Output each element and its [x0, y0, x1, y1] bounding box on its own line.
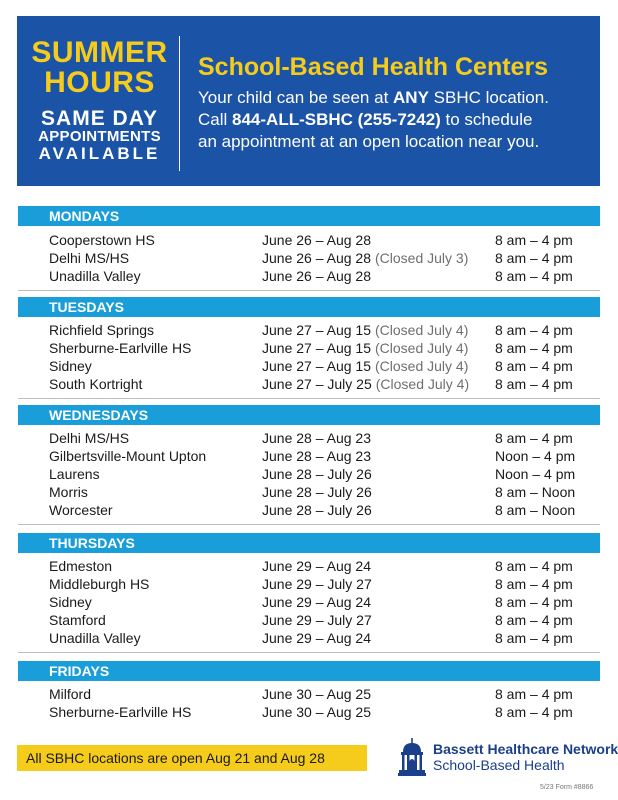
- schedule-row: [0, 685, 618, 703]
- location-name: Unadilla Valley: [49, 630, 141, 646]
- closure-note: (Closed July 4): [375, 358, 469, 374]
- location-name: Sidney: [49, 594, 92, 610]
- location-name: Cooperstown HS: [49, 232, 155, 248]
- dates-text: June 27 – Aug 15: [262, 340, 371, 356]
- location-name: Delhi MS/HS: [49, 250, 130, 266]
- form-number: 5/23 Form #8866: [540, 784, 594, 791]
- dates-text: June 26 – Aug 28: [262, 250, 371, 266]
- date-range: [262, 231, 371, 249]
- dates-text: June 28 – July 26: [262, 502, 372, 518]
- dates-text: June 30 – Aug 25: [262, 686, 371, 702]
- date-range: [262, 575, 372, 593]
- building-dome-icon: [398, 738, 426, 776]
- location-name: Sidney: [49, 358, 92, 374]
- section-divider: [18, 290, 600, 291]
- hours: 8 am – 4 pm: [495, 322, 573, 338]
- open-dates-notice: All SBHC locations are open Aug 21 and Aug 28: [17, 745, 367, 771]
- dates-text: June 28 – July 26: [262, 466, 372, 482]
- location-name: Milford: [49, 686, 92, 702]
- schedule-row: [0, 321, 618, 339]
- schedule-row: [0, 465, 618, 483]
- summer-hours-title: [17, 38, 182, 98]
- description-line-2: [198, 109, 549, 131]
- line1-emphasis: ANY: [393, 88, 429, 107]
- dates-text: June 30 – Aug 25: [262, 704, 371, 720]
- location-name: Richfield Springs: [49, 322, 155, 338]
- schedule-row: [0, 447, 618, 465]
- org-name: Bassett Healthcare Network: [433, 741, 618, 757]
- location-name: Sherburne-Earlville HS: [49, 340, 192, 356]
- hours: 8 am – 4 pm: [495, 340, 573, 356]
- day-header-wednesdays: WEDNESDAYS: [18, 405, 600, 425]
- schedule-row: [0, 557, 618, 575]
- schedule-row: [0, 593, 618, 611]
- hours: 8 am – 4 pm: [495, 250, 573, 266]
- section-divider: [18, 398, 600, 399]
- description-line-3: an appointment at an open location near you.: [198, 132, 540, 151]
- location-name: Delhi MS/HS: [49, 430, 130, 446]
- dates-text: June 28 – Aug 23: [262, 448, 371, 464]
- day-header-mondays: MONDAYS: [18, 206, 600, 226]
- same-day-label: SAME DAY: [41, 107, 158, 130]
- line1-post: SBHC location.: [428, 88, 549, 107]
- hours: 8 am – 4 pm: [495, 430, 573, 446]
- hours-line: HOURS: [44, 66, 155, 99]
- dates-text: June 27 – Aug 15: [262, 358, 371, 374]
- date-range: [262, 685, 371, 703]
- date-range: [262, 429, 371, 447]
- dates-text: June 28 – Aug 23: [262, 430, 371, 446]
- dates-text: June 29 – Aug 24: [262, 630, 371, 646]
- location-name: Morris: [49, 484, 88, 500]
- hours: Noon – 4 pm: [495, 466, 576, 482]
- banner-title: School-Based Health Centers: [198, 53, 549, 81]
- location-name: Worcester: [49, 502, 113, 518]
- schedule-row: [0, 339, 618, 357]
- date-range: [262, 321, 468, 339]
- date-range: [262, 629, 371, 647]
- hours: 8 am – Noon: [495, 484, 576, 500]
- hours: 8 am – 4 pm: [495, 594, 573, 610]
- description-line-1: [198, 87, 549, 109]
- date-range: [262, 339, 468, 357]
- summer-line: SUMMER: [31, 36, 168, 69]
- schedule-row: [0, 501, 618, 519]
- dates-text: June 29 – July 27: [262, 612, 372, 628]
- section-divider: [18, 524, 600, 525]
- hours: 8 am – 4 pm: [495, 630, 573, 646]
- dates-text: June 26 – Aug 28: [262, 232, 371, 248]
- schedule-row: [0, 629, 618, 647]
- date-range: [262, 447, 371, 465]
- date-range: [262, 557, 371, 575]
- hours: 8 am – 4 pm: [495, 376, 573, 392]
- schedule-row: [0, 267, 618, 285]
- banner-description: [198, 87, 549, 153]
- dates-text: June 29 – July 27: [262, 576, 372, 592]
- hours: 8 am – 4 pm: [495, 704, 573, 720]
- location-name: Stamford: [49, 612, 106, 628]
- dates-text: June 27 – July 25: [262, 376, 372, 392]
- schedule-row: [0, 249, 618, 267]
- dates-text: June 26 – Aug 28: [262, 268, 371, 284]
- hours: 8 am – 4 pm: [495, 558, 573, 574]
- schedule-row: [0, 703, 618, 721]
- location-name: South Kortright: [49, 376, 143, 392]
- schedule-row: [0, 357, 618, 375]
- schedule-row: [0, 611, 618, 629]
- phone-number: 844-ALL-SBHC (255-7242): [232, 110, 441, 129]
- date-range: [262, 593, 371, 611]
- appointments-label: APPOINTMENTS: [38, 128, 161, 145]
- date-range: [262, 249, 468, 267]
- date-range: [262, 267, 371, 285]
- closure-note: (Closed July 4): [375, 322, 469, 338]
- location-name: Unadilla Valley: [49, 268, 141, 284]
- location-name: Gilbertsville-Mount Upton: [49, 448, 207, 464]
- dates-text: June 28 – July 26: [262, 484, 372, 500]
- date-range: [262, 465, 372, 483]
- org-subtitle: School-Based Health: [433, 757, 565, 773]
- hours: 8 am – 4 pm: [495, 268, 573, 284]
- date-range: [262, 375, 469, 393]
- date-range: [262, 357, 468, 375]
- line1-pre: Your child can be seen at: [198, 88, 394, 107]
- hours: 8 am – 4 pm: [495, 358, 573, 374]
- hours: 8 am – 4 pm: [495, 612, 573, 628]
- location-name: Edmeston: [49, 558, 113, 574]
- closure-note: (Closed July 4): [375, 340, 469, 356]
- schedule-row: [0, 483, 618, 501]
- date-range: [262, 483, 372, 501]
- hours: 8 am – 4 pm: [495, 576, 573, 592]
- schedule-row: [0, 429, 618, 447]
- date-range: [262, 703, 371, 721]
- closure-note: (Closed July 3): [375, 250, 469, 266]
- schedule-row: [0, 375, 618, 393]
- banner-divider: [179, 36, 180, 171]
- day-header-thursdays: THURSDAYS: [18, 533, 600, 553]
- location-name: Laurens: [49, 466, 100, 482]
- location-name: Sherburne-Earlville HS: [49, 704, 192, 720]
- day-header-fridays: FRIDAYS: [18, 661, 600, 681]
- header-banner: [17, 16, 600, 186]
- line2-pre: Call: [198, 110, 233, 129]
- closure-note: (Closed July 4): [375, 376, 470, 392]
- schedule-row: [0, 575, 618, 593]
- schedule-row: [0, 231, 618, 249]
- line2-post: to schedule: [440, 110, 533, 129]
- location-name: Middleburgh HS: [49, 576, 150, 592]
- hours: 8 am – Noon: [495, 502, 576, 518]
- date-range: [262, 611, 372, 629]
- section-divider: [18, 652, 600, 653]
- hours: 8 am – 4 pm: [495, 232, 573, 248]
- hours: 8 am – 4 pm: [495, 686, 573, 702]
- day-header-tuesdays: TUESDAYS: [18, 297, 600, 317]
- dates-text: June 29 – Aug 24: [262, 558, 371, 574]
- available-label: AVAILABLE: [38, 144, 161, 163]
- hours: Noon – 4 pm: [495, 448, 576, 464]
- date-range: [262, 501, 372, 519]
- dates-text: June 29 – Aug 24: [262, 594, 371, 610]
- dates-text: June 27 – Aug 15: [262, 322, 371, 338]
